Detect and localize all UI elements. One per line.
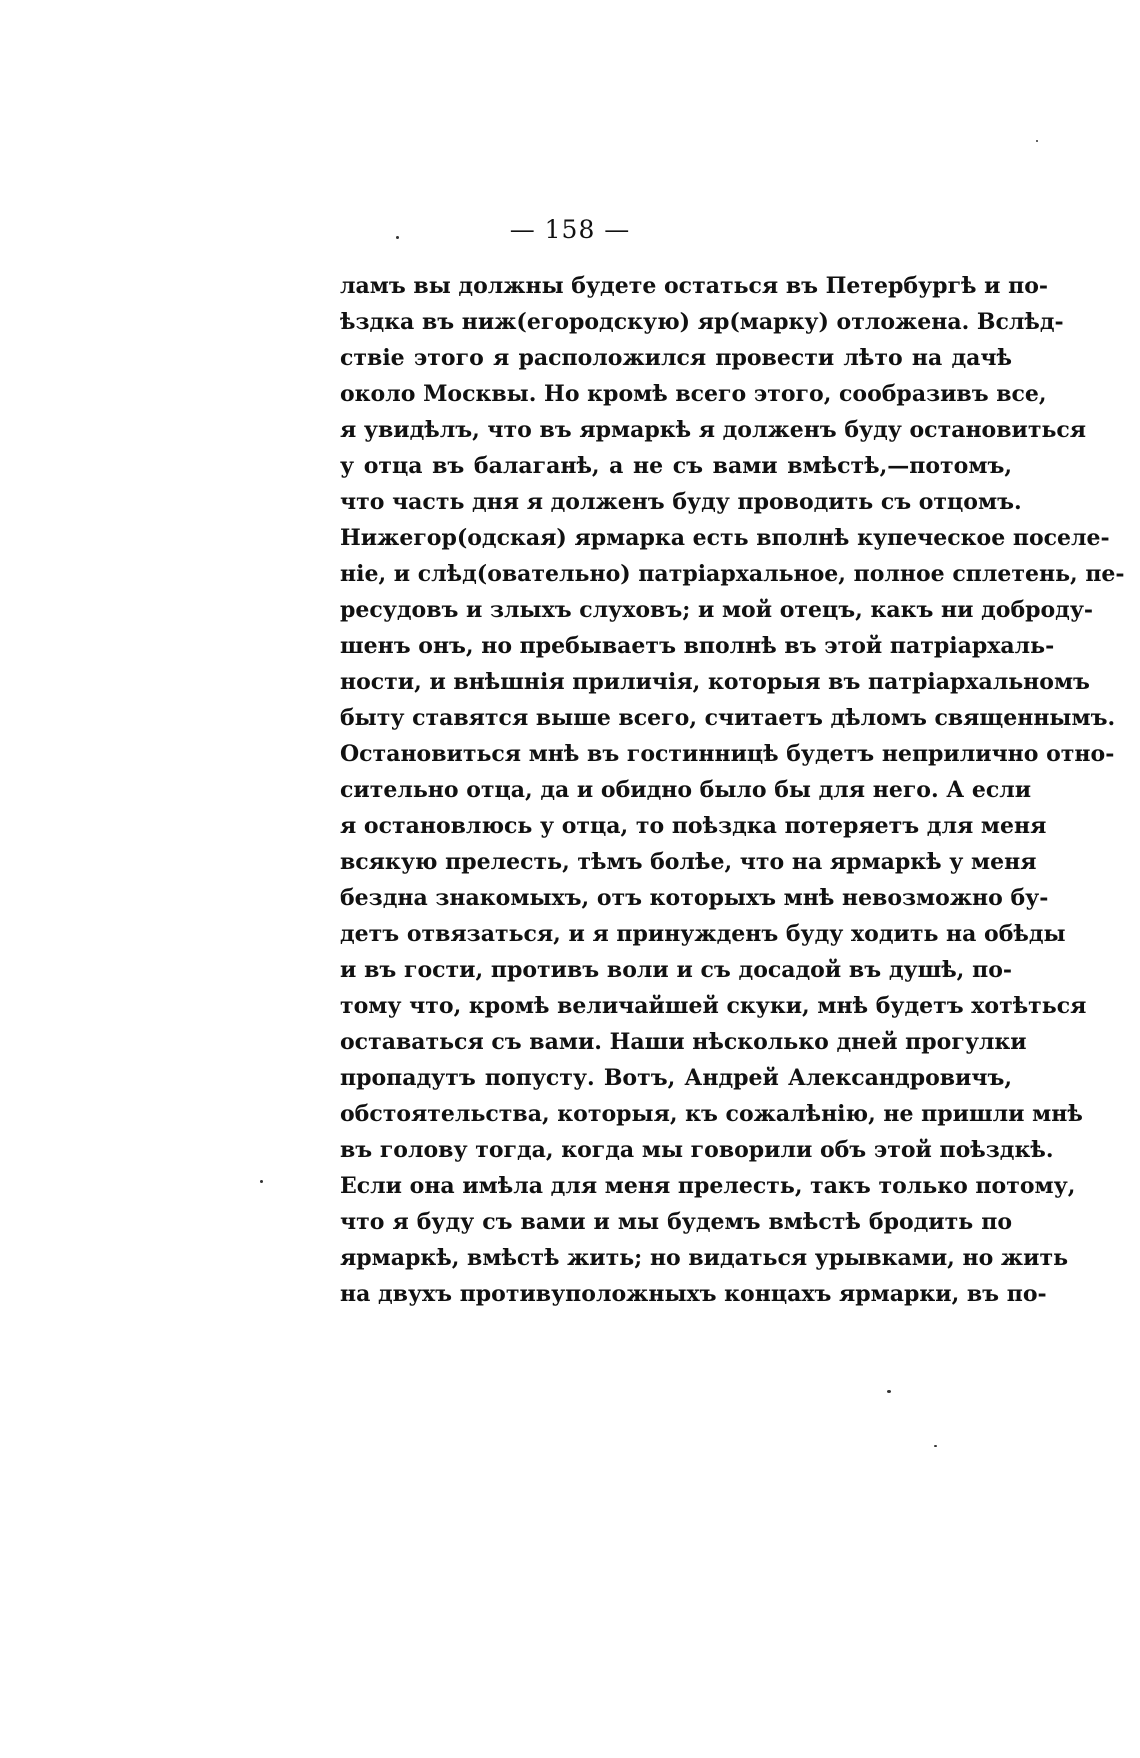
text-line: всякую прелесть, тѣмъ болѣе, что на ярмаркѣ у меня — [340, 849, 1037, 875]
scan-speck — [887, 1390, 891, 1393]
text-line: ѣздка въ ниж(егородскую) яр(марку) отложена. Вслѣд- — [340, 309, 1064, 335]
text-line: тому что, кромѣ величайшей скуки, мнѣ будетъ хотѣться — [340, 993, 1087, 1019]
text-line: быту ставятся выше всего, считаетъ дѣломъ священнымъ. — [340, 705, 1116, 731]
text-line: сительно отца, да и обидно было бы для него. А если — [340, 777, 1032, 803]
text-line: у отца въ балаганѣ, а не съ вами вмѣстѣ,—потомъ, — [340, 453, 1012, 479]
text-line: оставаться съ вами. Наши нѣсколько дней прогулки — [340, 1029, 1027, 1055]
text-line: обстоятельства, которыя, къ сожалѣнію, не пришли мнѣ — [340, 1101, 1083, 1127]
body-text — [340, 268, 1125, 1312]
text-line: Нижегор(одская) ярмарка есть вполнѣ купеческое поселе- — [340, 525, 1110, 551]
scan-speck — [934, 1445, 937, 1447]
page-number: — 158 — — [509, 215, 631, 244]
text-line: ярмаркѣ, вмѣстѣ жить; но видаться урывками, но жить — [340, 1245, 1069, 1271]
text-line: бездна знакомыхъ, отъ которыхъ мнѣ невозможно бу- — [340, 885, 1049, 911]
text-line: ламъ вы должны будете остаться въ Петербургѣ и по- — [340, 273, 1049, 299]
scan-speck — [396, 236, 399, 239]
text-line: шенъ онъ, но пребываетъ вполнѣ въ этой патріархаль- — [340, 633, 1055, 659]
text-line: ности, и внѣшнія приличія, которыя въ патріархальномъ — [340, 669, 1090, 695]
text-line: около Москвы. Но кромѣ всего этого, сообразивъ все, — [340, 381, 1047, 407]
text-line: въ голову тогда, когда мы говорили объ этой поѣздкѣ. — [340, 1137, 1054, 1163]
scan-speck — [1036, 140, 1038, 142]
text-line: на двухъ противуположныхъ концахъ ярмарки, въ по- — [340, 1281, 1047, 1307]
text-line: ствіе этого я расположился провести лѣто на дачѣ — [340, 345, 1012, 371]
text-line: детъ отвязаться, и я принужденъ буду ходить на обѣды — [340, 921, 1066, 947]
text-line: я увидѣлъ, что въ ярмаркѣ я долженъ буду остановиться — [340, 417, 1087, 443]
text-line: и въ гости, противъ воли и съ досадой въ душѣ, по- — [340, 957, 1012, 983]
text-line: пропадутъ попусту. Вотъ, Андрей Александровичъ, — [340, 1065, 1012, 1091]
text-line: ресудовъ и злыхъ слуховъ; и мой отецъ, какъ ни доброду- — [340, 597, 1094, 623]
text-line: что я буду съ вами и мы будемъ вмѣстѣ бродить по — [340, 1209, 1012, 1235]
text-line: Если она имѣла для меня прелесть, такъ только потому, — [340, 1173, 1076, 1199]
text-line: Остановиться мнѣ въ гостинницѣ будетъ неприлично отно- — [340, 741, 1115, 767]
text-line: я остановлюсь у отца, то поѣздка потеряетъ для меня — [340, 813, 1047, 839]
text-line: что часть дня я долженъ буду проводить съ отцомъ. — [340, 489, 1022, 515]
scan-speck — [260, 1180, 263, 1183]
text-line: ніе, и слѣд(овательно) патріархальное, полное сплетень, пе- — [340, 561, 1125, 587]
